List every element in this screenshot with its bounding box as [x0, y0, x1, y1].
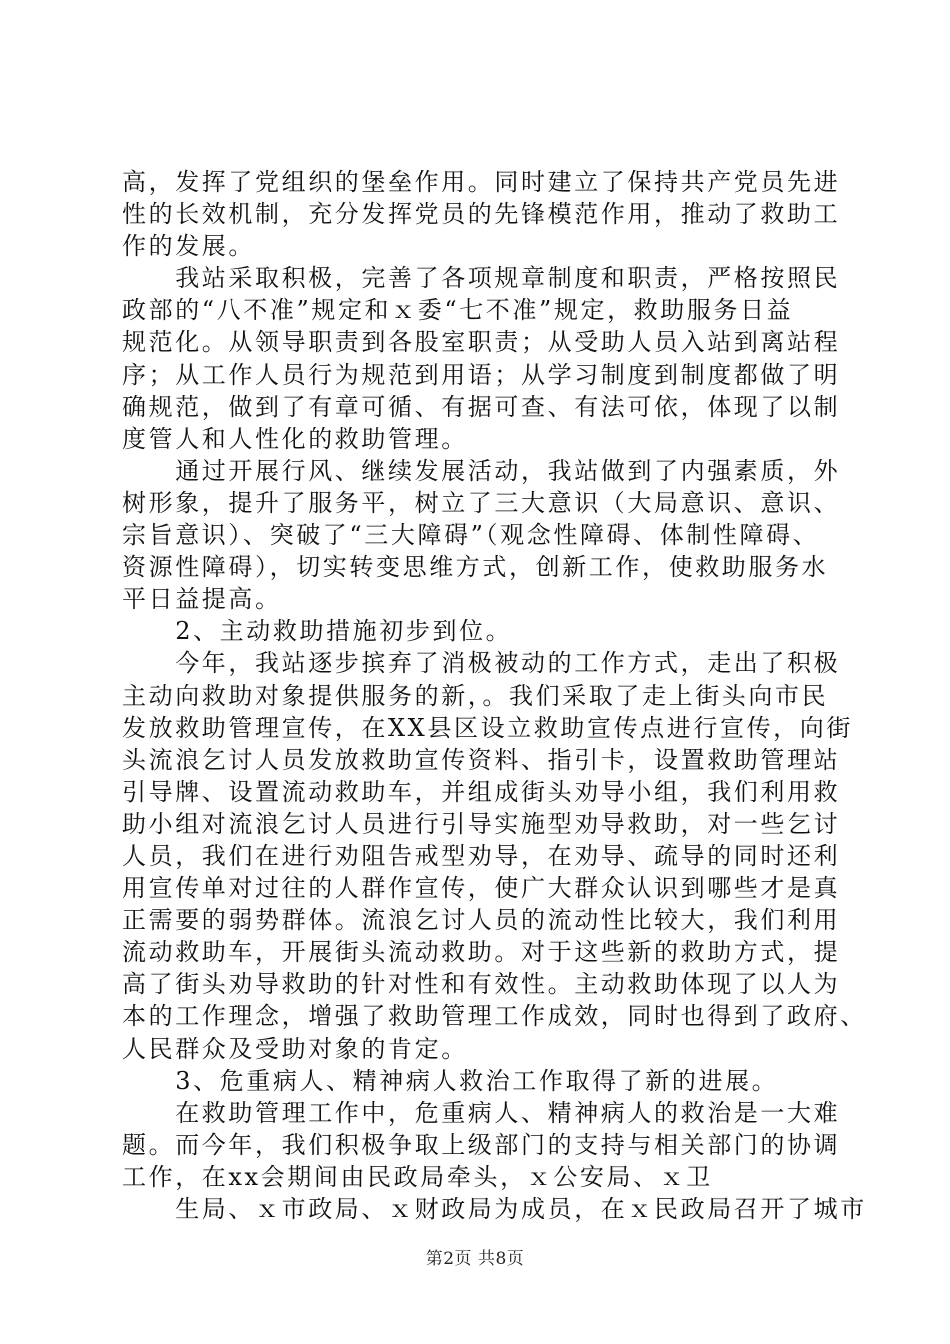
text-line: 性的长效机制，充分发挥党员的先锋模范作用，推动了救助工 — [122, 200, 841, 229]
text-line: 正需要的弱势群体。流浪乞讨人员的流动性比较大，我们利用 — [122, 906, 841, 935]
text-line: 政部的“八不准”规定和ｘ委“七不准”规定，救助服务日益 — [122, 296, 794, 325]
text-line: 确规范，做到了有章可循、有据可查、有法可依，体现了以制 — [122, 392, 841, 421]
text-line: 生局、ｘ市政局、ｘ财政局为成员，在ｘ民政局召开了城市 — [122, 1195, 867, 1223]
text-line: 资源性障碍），切实转变思维方式，创新工作，使救助服务水 — [122, 553, 829, 582]
text-line: 平日益提高。 — [122, 585, 282, 614]
text-line: 作的发展。 — [122, 232, 255, 261]
text-line: 用宣传单对过往的人群作宣传，使广大群众认识到哪些才是真 — [122, 874, 841, 903]
text-line: 主动向救助对象提供服务的新，。我们采取了走上街头向市民 — [122, 681, 829, 710]
text-line: 头流浪乞讨人员发放救助宣传资料、指引卡，设置救助管理站 — [122, 745, 841, 774]
text-line: 本的工作理念，增强了救助管理工作成效，同时也得到了政府、 — [122, 1002, 867, 1031]
text-line: 度管人和人性化的救助管理。 — [122, 424, 468, 453]
document-body — [122, 166, 867, 1225]
text-line: 通过开展行风、继续发展活动，我站做到了内强素质，外 — [122, 456, 841, 485]
text-line: 引导牌、设置流动救助车，并组成街头劝导小组，我们利用救 — [122, 777, 841, 806]
text-line: 流动救助车，开展街头流动救助。对于这些新的救助方式，提 — [122, 938, 841, 967]
text-line: 工作，在xx会期间由民政局牵头，ｘ公安局、ｘ卫 — [122, 1162, 713, 1191]
text-line: 人民群众及受助对象的肯定。 — [122, 1034, 468, 1063]
text-line: 今年，我站逐步摈弃了消极被动的工作方式，走出了积极 — [122, 649, 841, 678]
text-line: 规范化。从领导职责到各股室职责；从受助人员入站到离站程 — [122, 328, 841, 357]
text-line: 高，发挥了党组织的堡垒作用。同时建立了保持共产党员先进 — [122, 168, 841, 196]
text-line: 在救助管理工作中，危重病人、精神病人的救治是一大难 — [122, 1098, 841, 1127]
page-footer: 第2页 共8页 — [425, 1249, 525, 1269]
text-line: 树形象，提升了服务平，树立了三大意识（大局意识、意识、 — [122, 488, 841, 517]
text-line: 我站采取积极，完善了各项规章制度和职责，严格按照民 — [122, 264, 841, 293]
text-line: 题。而今年，我们积极争取上级部门的支持与相关部门的协调 — [122, 1130, 841, 1159]
text-line: 2、主动救助措施初步到位。 — [122, 617, 513, 646]
text-line: 序；从工作人员行为规范到用语；从学习制度到制度都做了明 — [122, 360, 841, 389]
text-line: 高了街头劝导救助的针对性和有效性。主动救助体现了以人为 — [122, 970, 841, 999]
text-line: 3、危重病人、精神病人救治工作取得了新的进展。 — [122, 1066, 779, 1095]
text-line: 宗旨意识）、突破了“三大障碍”（观念性障碍、体制性障碍、 — [122, 521, 820, 550]
text-line: 发放救助管理宣传，在XX县区设立救助宣传点进行宣传，向街 — [122, 713, 853, 742]
text-line: 人员，我们在进行劝阻告戒型劝导，在劝导、疏导的同时还利 — [122, 841, 841, 870]
text-line: 助小组对流浪乞讨人员进行引导实施型劝导救助，对一些乞讨 — [122, 809, 841, 838]
